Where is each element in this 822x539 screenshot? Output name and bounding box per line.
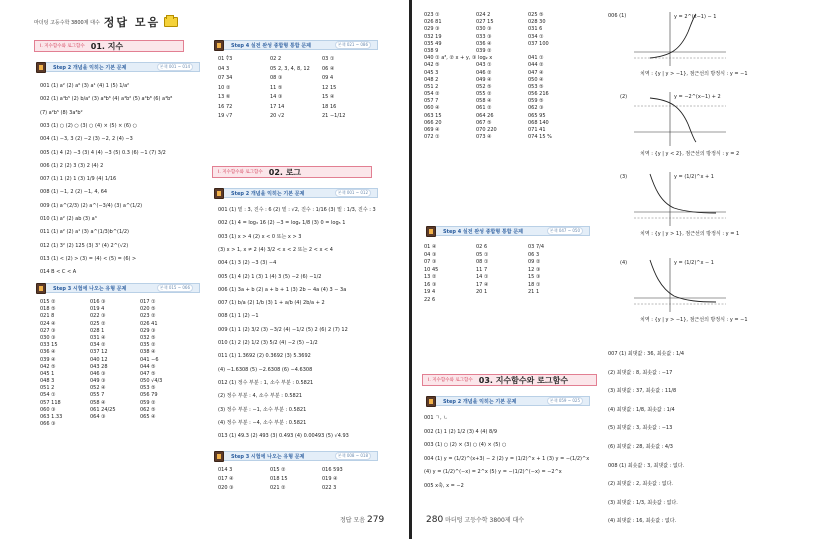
answer-cell: 038 ④ xyxy=(140,349,156,356)
answer-cell: 064 ③ xyxy=(90,414,106,420)
answer-cell xyxy=(476,55,528,61)
graph-item-number: 006 (1) xyxy=(608,13,627,19)
step3b-banner xyxy=(218,451,378,461)
answer-cell: 028 30 xyxy=(528,19,546,26)
answer-line: 002 (1) 1 (2) 1/2 (3) 4 (4) 8/9 xyxy=(424,428,498,435)
answer-line: 013 (1) 49.3 (2) 493 (3) 0.493 (4) 0.00493 (5) √4.93 xyxy=(218,433,349,440)
step-range: 본책 008 ~ 018 xyxy=(335,452,371,460)
answer-cell: 020 ③ xyxy=(218,485,234,491)
answer-cell: 035 49 xyxy=(424,40,442,47)
answer-cell: 045 3 xyxy=(424,69,439,76)
answer-cell: 08 ③ xyxy=(270,75,283,81)
answer-cell: 18 16 xyxy=(322,103,337,110)
graph-svg xyxy=(630,258,730,314)
answer-cell: 061 ② xyxy=(476,105,492,112)
answer-cell: 025 ⑤ xyxy=(528,12,544,18)
step-title: Step 2 개념을 익히는 기본 문제 xyxy=(231,190,305,197)
answer-cell: 046 ② xyxy=(476,69,492,76)
answer-cell: 048 2 xyxy=(424,76,439,83)
answer-cell: 07 ③ xyxy=(424,259,437,265)
function-graph xyxy=(630,92,730,148)
answer-line: 004 (1) 3 (2) −3 (3) −4 xyxy=(218,260,277,267)
answer-cell: 037 100 xyxy=(528,40,549,47)
graph-function-label: y = (1/2)^x + 1 xyxy=(674,174,714,180)
answer-line: 009 (1) a^(2/3) (2) a^(−3/4) (3) a^(1/2) xyxy=(40,202,143,209)
answer-cell: 041 ① xyxy=(528,55,544,62)
header-title: 정답 모음 xyxy=(103,16,161,29)
answer-cell: 047 ④ xyxy=(528,69,544,76)
answer-cell: 022 ③ xyxy=(90,313,106,320)
answer-cell: 065 95 xyxy=(528,112,546,119)
graph-curve xyxy=(650,260,716,302)
step-title: Step 3 시험에 나오는 유형 문제 xyxy=(53,285,127,292)
answer-cell: 02 6 xyxy=(476,244,488,250)
answer-cell: 023 ② xyxy=(140,313,156,320)
page-number: 280 xyxy=(426,515,444,525)
answer-line: 002 (1) a⁴b⁵ (2) b/a² (3) a⁸b⁶ (4) a⁴b² (5) a⁴b⁸ (6) a⁴b⁸ xyxy=(40,96,173,103)
step-range: 본책 047 ~ 050 xyxy=(547,227,583,235)
answer-cell: 046 ③ xyxy=(90,370,106,377)
answer-cell: 025 ② xyxy=(90,320,106,327)
answer-cell: 018 ⑤ xyxy=(40,306,56,313)
answer-line: 008 (1) 최솟값 : 3, 최댓값 : 없다. xyxy=(608,462,685,469)
answer-cell: 017 ④ xyxy=(218,476,234,482)
answer-cell: 056 79 xyxy=(140,392,158,399)
step-title: Step 2 개념을 익히는 기본 문제 xyxy=(53,64,127,71)
answer-line: 008 (1) 1 (2) −1 xyxy=(218,313,259,320)
answer-cell: 19 √7 xyxy=(218,113,233,119)
footer-label: 마더텅 고등수학 3800제 대수 xyxy=(445,517,525,524)
book-icon xyxy=(214,40,224,51)
answer-cell: 05 ① xyxy=(476,251,489,258)
step-range: 본책 059 ~ 025 xyxy=(547,397,583,405)
answer-cell: 033 15 xyxy=(40,342,58,349)
answer-cell: 054 ① xyxy=(40,392,56,399)
answer-cell: 022 3 xyxy=(322,485,337,491)
step-range: 본책 001 ~ 014 xyxy=(157,63,193,71)
graph-function-label: y = (1/2)^x − 1 xyxy=(674,260,714,266)
answer-cell: 21 −1/12 xyxy=(322,113,346,119)
answer-cell: 053 ⑤ xyxy=(140,385,156,392)
answer-cell: 024 2 xyxy=(476,12,491,18)
answer-line: 007 (1) 최댓값 : 36, 최솟값 : 1/4 xyxy=(608,351,685,357)
answer-cell: 13 ⑥ xyxy=(218,94,231,100)
answer-cell: 071 41 xyxy=(528,127,546,133)
answer-cell: 035 ② xyxy=(140,342,156,349)
book-icon xyxy=(214,188,224,199)
function-graph xyxy=(630,12,730,68)
answer-cell: 021 ② xyxy=(270,485,286,491)
answer-cell: 10 45 xyxy=(424,266,439,273)
answer-line: 003 (1) x > 4 (2) x < 0 또는 x > 3 xyxy=(218,233,302,240)
answer-cell: 056 216 xyxy=(528,91,549,98)
answer-line: 012 (1) 3² (2) 125 (3) 3⁷ (4) 2^(√2) xyxy=(40,242,129,249)
step2-banner xyxy=(40,62,200,72)
answer-cell: 063 15 xyxy=(424,112,442,119)
page-header xyxy=(34,14,178,30)
answer-cell: 050 √4/3 xyxy=(140,378,163,385)
step4b-banner xyxy=(430,226,590,236)
answer-cell: 09 ② xyxy=(528,259,541,265)
answer-cell: 06 3 xyxy=(528,251,540,258)
answer-cell: 04 3 xyxy=(218,65,230,72)
book-icon xyxy=(426,226,436,237)
answers-log-final xyxy=(424,244,580,303)
chapter-banner-log xyxy=(212,166,372,178)
answer-line: 011 (1) a² (2) a¹ (3) a^(1/3)b^(1/2) xyxy=(40,229,129,236)
answer-cell: 14 ① xyxy=(476,274,489,280)
answer-cell: 021 8 xyxy=(40,313,55,320)
answer-cell: 044 ⑤ xyxy=(140,363,156,370)
answer-cell: 060 ④ xyxy=(424,105,440,112)
footer-right xyxy=(426,515,524,525)
graph-function-label: y = 2^(x−1) − 1 xyxy=(674,14,717,20)
answer-cell: 01 ④ xyxy=(424,244,437,250)
answer-cell: 07 34 xyxy=(218,75,233,81)
answer-cell: 065 ④ xyxy=(140,414,156,420)
answer-cell: 03 ① xyxy=(322,56,335,62)
book-icon xyxy=(36,62,46,73)
answer-cell: 060 ③ xyxy=(40,406,56,413)
answer-cell: 068 140 xyxy=(528,119,549,126)
answer-line: (5) 최댓값 : 3, 최솟값 : −13 xyxy=(608,425,673,432)
answer-cell: 042 ⑤ xyxy=(424,62,440,69)
answer-cell: 15 ④ xyxy=(322,94,335,100)
answer-cell: 051 2 xyxy=(424,83,439,90)
step-title: Step 3 시험에 나오는 유형 문제 xyxy=(231,453,305,460)
answer-cell: 027 ③ xyxy=(40,327,56,334)
answer-cell xyxy=(528,48,580,54)
answers-log-type xyxy=(218,467,374,491)
answer-cell: 15 ③ xyxy=(528,274,541,280)
answer-line: (3) 최댓값 : 37, 최솟값 : 11/8 xyxy=(608,388,677,395)
answer-line: 013 (1) < (2) > (3) = (4) < (5) = (6) > xyxy=(40,255,137,262)
answer-cell: 070 220 xyxy=(476,127,497,133)
answer-line: 001 (1) 밑 : 3, 진수 : 6 (2) 밑 : √2, 진수 : 1/16 (3) 밑 : 1/3, 진수 : 3 xyxy=(218,207,376,213)
answer-cell: 11 7 xyxy=(476,266,488,273)
chapter-title: 01. 지수 xyxy=(90,41,124,51)
answer-cell: 11 ⑤ xyxy=(270,84,283,91)
answer-cell: 048 3 xyxy=(40,378,55,385)
answer-cell: 019 4 xyxy=(90,306,105,313)
step-range: 본책 015 ~ 066 xyxy=(157,284,193,292)
step-range: 본책 021 ~ 086 xyxy=(335,41,371,49)
page-number: 279 xyxy=(367,515,385,525)
answer-line: 006 (1) 2 (2) 3 (3) 2 (4) 2 xyxy=(40,162,104,169)
answer-cell: 066 20 xyxy=(424,119,442,126)
answer-line: 011 (1) 1.3692 (2) 0.3692 (3) 5.3692 xyxy=(218,353,311,360)
answer-cell: 016 593 xyxy=(322,467,343,473)
answer-cell: 030 ③ xyxy=(476,26,492,33)
step2b-banner xyxy=(218,188,378,198)
answer-cell: 031 ④ xyxy=(90,334,106,341)
answer-cell: 029 ③ xyxy=(424,26,440,33)
answer-line: 006 (1) 3a + b (2) a + b + 1 (3) 2b − 4a (4) 3 − 3a xyxy=(218,286,347,293)
step-title: Step 4 실전 완성 종합형 통합 문제 xyxy=(443,228,524,235)
answer-cell: 051 2 xyxy=(40,385,55,392)
answer-cell: 027 15 xyxy=(476,19,494,26)
graph-svg xyxy=(630,12,730,68)
answer-cell: 050 ④ xyxy=(528,76,544,83)
answer-line: (3) 최댓값 : 1/3, 최솟값 : 없다. xyxy=(608,499,678,506)
answer-cell: 039 ② xyxy=(476,47,492,54)
step-title: Step 2 개념을 익히는 기본 문제 xyxy=(443,398,517,405)
answer-line: 010 (1) 2 (2) 1/2 (3) 5/2 (4) −2 (5) −1/2 xyxy=(218,340,318,346)
answer-line: (7) a²b⁵ (8) 3a³b² xyxy=(40,109,83,116)
answer-cell: 20 1 xyxy=(476,289,488,295)
answer-cell: 12 15 xyxy=(322,84,337,91)
answer-cell: 16 72 xyxy=(218,103,233,110)
answer-cell: 08 ① xyxy=(476,259,489,265)
answer-cell: 036 ④ xyxy=(476,40,492,47)
graph-note: 치역 : {y | y > −1}, 점근선의 방정식 : y = −1 xyxy=(640,71,748,77)
answer-cell: 026 81 xyxy=(424,19,442,26)
chapter-small-label: I. 지수함수와 로그함수 xyxy=(218,170,263,175)
step2c-banner xyxy=(430,396,590,406)
answer-line: 004 (1) −3, 3 (2) −2 (3) −2, 2 (4) −3 xyxy=(40,136,133,143)
answer-cell: 034 ① xyxy=(528,33,544,40)
answer-cell: 059 ⑤ xyxy=(528,98,544,105)
answers-exponent-final xyxy=(218,56,374,119)
chapter-title: 02. 로그 xyxy=(268,167,302,177)
chapter-banner-exponent xyxy=(34,40,184,52)
answer-cell: 014 3 xyxy=(218,467,233,473)
answer-cell: 040 12 xyxy=(90,356,108,363)
answer-line: 007 (1) b/a (2) 1/b (3) 1 + a/b (4) 2b/a + 2 xyxy=(218,300,325,307)
book-icon xyxy=(214,451,224,462)
answer-line: (4) 최댓값 : 1/8, 최솟값 : 1/4 xyxy=(608,406,675,413)
answer-cell: 17 14 xyxy=(270,103,285,110)
answer-cell: 057 7 xyxy=(424,98,439,105)
answer-cell: 042 ⑤ xyxy=(40,363,56,370)
function-graph xyxy=(630,172,730,228)
chapter-small-label: I. 지수함수와 로그함수 xyxy=(428,378,473,383)
answer-line: (6) 최댓값 : 28, 최솟값 : 4/3 xyxy=(608,444,673,450)
book-icon xyxy=(426,396,436,407)
answer-cell: 019 ④ xyxy=(322,476,338,482)
answer-cell: 052 ④ xyxy=(90,385,106,392)
answer-cell: 01 ∜3 xyxy=(218,56,233,62)
graph-note: 치역 : {y | y > −1}, 점근선의 방정식 : y = −1 xyxy=(640,317,748,323)
graph-svg xyxy=(630,172,730,228)
answer-line: (4) −1.6308 (5) −2.6308 (6) −4.6308 xyxy=(218,366,313,373)
answer-cell: 023 ① xyxy=(424,12,440,18)
answer-line: 002 (1) 4 = log₃ 16 (2) −3 = log₂ 1/8 (3) 0 = log₅ 1 xyxy=(218,220,346,227)
answer-cell: 039 ④ xyxy=(40,356,56,363)
graph-function-label: y = −2^(x−1) + 2 xyxy=(674,94,721,100)
answer-line: 012 (1) 정수 부분 : 1, 소수 부분 : 0.5821 xyxy=(218,379,314,386)
answer-cell: 017 ① xyxy=(140,299,156,305)
answer-cell: 058 ④ xyxy=(90,399,106,406)
answer-cell: 038 9 xyxy=(424,47,439,54)
answer-line: (4) 정수 부분 : −4, 소수 부분 : 0.5821 xyxy=(218,419,307,426)
answer-cell: 067 ⑤ xyxy=(476,119,492,126)
answers-exponent-type xyxy=(40,299,190,427)
answer-cell: 12 ③ xyxy=(528,266,541,273)
answer-line: (2) 최댓값 : 2, 최솟값 : 없다. xyxy=(608,481,673,488)
answer-line: (4) y = (1/2)^(−x) = 2^x (5) y = −(1/2)^(−x) = −2^x xyxy=(424,469,562,475)
answer-cell: 030 ③ xyxy=(40,334,56,341)
answer-cell: 043 ① xyxy=(476,62,492,69)
answer-cell: 032 19 xyxy=(424,33,442,40)
graph-sub-label: (4) xyxy=(620,260,628,266)
answer-line: 010 (1) a² (2) ab (3) a³ xyxy=(40,216,97,222)
chapter-banner-exp-log-func xyxy=(422,374,597,386)
answer-cell: 09 4 xyxy=(322,75,334,81)
chapter-title: 03. 지수함수와 로그함수 xyxy=(478,375,569,385)
answer-cell: 044 ② xyxy=(528,62,544,69)
graph-note: 치역 : {y | y < 2}, 점근선의 방정식 : y = 2 xyxy=(640,151,740,157)
answer-cell: 049 ④ xyxy=(476,76,492,83)
answer-cell: 05 2, 3, 4, 8, 12 xyxy=(270,65,310,72)
answer-cell: 029 ③ xyxy=(140,327,156,334)
answer-cell: 062 ⑤ xyxy=(140,406,156,413)
answer-cell: 03 7/4 xyxy=(528,244,544,250)
answer-cell: 04 ③ xyxy=(424,251,437,258)
answer-cell: 18 ① xyxy=(528,281,541,288)
answer-line: (3) x > 1, x ≠ 2 (4) 3/2 < x < 2 또는 2 < x < 4 xyxy=(218,246,333,253)
answer-cell: 072 ① xyxy=(424,134,440,141)
graph-svg xyxy=(630,92,730,148)
answer-cell: 02 2 xyxy=(270,56,282,62)
answer-cell: 063 1.33 xyxy=(40,414,63,420)
answer-cell: 069 ④ xyxy=(424,127,440,133)
answer-line: 014 B < C < A xyxy=(40,269,77,276)
answer-cell: 015 ② xyxy=(40,299,56,305)
answer-line: 001 (1) a² (2) a⁶ (3) a¹ (4) 1 (5) 1/a² xyxy=(40,83,130,89)
answer-cell: 018 15 xyxy=(270,476,288,482)
answer-line: 008 (1) −1, 2 (2) −1, 4, 64 xyxy=(40,189,108,196)
answer-cell: 073 ④ xyxy=(476,134,492,141)
answer-cell: 028 1 xyxy=(90,327,105,334)
answer-line: (2) 최댓값 : 8, 최솟값 : −17 xyxy=(608,369,673,376)
answers-log-type-cont xyxy=(424,12,580,140)
answer-cell: 13 ② xyxy=(424,274,437,280)
step-range: 본책 001 ~ 012 xyxy=(335,189,371,197)
answer-cell: 020 ⑤ xyxy=(140,306,156,313)
answer-cell: 053 ⑤ xyxy=(528,83,544,90)
answer-cell: 043 28 xyxy=(90,363,108,370)
answer-cell: 16 ③ xyxy=(424,281,437,288)
answer-cell: 034 ② xyxy=(90,342,106,349)
right-page xyxy=(412,0,822,539)
answer-line: (4) 최댓값 : 16, 최솟값 : 없다. xyxy=(608,518,677,525)
answer-cell: 061 24/25 xyxy=(90,406,116,413)
answer-cell: 057 118 xyxy=(40,399,61,406)
answer-cell: 14 ③ xyxy=(270,94,283,100)
footer-left xyxy=(340,515,384,525)
answer-cell: 045 1 xyxy=(40,370,55,377)
answer-cell: 055 ② xyxy=(476,91,492,98)
answer-cell xyxy=(476,297,528,303)
answer-cell: 21 1 xyxy=(528,289,540,295)
answer-cell: 06 ④ xyxy=(322,65,335,72)
graph-sub-label: (3) xyxy=(620,174,628,180)
answer-cell: 064 26 xyxy=(476,112,494,119)
answer-cell: 054 ② xyxy=(424,91,440,98)
answer-cell: 016 ③ xyxy=(90,299,106,305)
chapter-small-label: I. 지수함수와 로그함수 xyxy=(40,44,85,49)
answer-cell: 10 ② xyxy=(218,84,231,91)
answer-cell: 036 ④ xyxy=(40,349,56,356)
step3-banner xyxy=(40,283,200,293)
answer-cell: 058 ④ xyxy=(476,98,492,105)
answer-cell: 19 4 xyxy=(424,289,436,295)
function-graph xyxy=(630,258,730,314)
graph-note: 치역 : {y | y > 1}, 점근선의 방정식 : y = 1 xyxy=(640,231,740,237)
answer-cell: 066 ③ xyxy=(40,421,56,428)
answer-cell: 052 ⑤ xyxy=(476,83,492,90)
answer-cell: 033 ③ xyxy=(476,33,492,40)
answer-line: 005 x축, x = −2 xyxy=(424,482,464,489)
answer-cell: 049 ③ xyxy=(90,378,106,385)
answer-cell: 032 ⑤ xyxy=(140,334,156,341)
footer-label: 정답 모음 xyxy=(340,517,366,524)
answer-cell: 037 12 xyxy=(90,349,108,356)
answer-cell: 031 6 xyxy=(528,26,543,33)
graph-curve xyxy=(650,14,696,58)
answer-line: 009 (1) 1 (2) 3/2 (3) −3/2 (4) −1/2 (5) 2 (6) 2 (7) 12 xyxy=(218,326,348,333)
answer-line: 001 ㄱ, ㄴ xyxy=(424,415,448,421)
step-title: Step 4 실전 완성 종합형 통합 문제 xyxy=(231,42,312,49)
answer-cell: 059 ② xyxy=(140,399,156,406)
answer-line: (2) 정수 부분 : 4, 소수 부분 : 0.5821 xyxy=(218,393,303,400)
answer-cell: 062 ③ xyxy=(528,105,544,112)
book-icon xyxy=(36,283,46,294)
left-page xyxy=(0,0,410,539)
answer-cell: 040 ① a³, ② x + y, ③ log₂ x xyxy=(424,55,493,62)
answer-cell: 024 ④ xyxy=(40,320,56,327)
answer-cell: 055 7 xyxy=(90,392,105,399)
answer-cell: 026 41 xyxy=(140,320,158,327)
answer-line: 007 (1) 1 (2) 1 (3) 1/9 (4) 1/16 xyxy=(40,176,117,183)
answer-cell: 22 6 xyxy=(424,296,436,303)
answer-line: 005 (1) 4 (2) −3 (3) 4 (4) −3 (5) 0.3 (6) −1 (7) 3/2 xyxy=(40,149,166,156)
header-subtitle: 마더텅 고등수학 3800제 대수 xyxy=(34,19,100,26)
answer-line: 005 (1) 4 (2) 1 (3) 1 (4) 3 (5) −2 (6) −1/2 xyxy=(218,273,322,280)
answer-line: 004 (1) y = (1/2)^(x+3) − 2 (2) y = (1/2)^x + 1 (3) y = −(1/2)^x xyxy=(424,455,590,462)
graph-sub-label: (2) xyxy=(620,94,628,100)
answer-cell: 041 −6 xyxy=(140,356,159,363)
answer-cell: 015 ② xyxy=(270,467,286,473)
answer-cell: 047 ⑤ xyxy=(140,370,156,377)
folder-icon xyxy=(164,17,178,27)
step4-banner xyxy=(218,40,378,50)
answer-cell: 17 ④ xyxy=(476,281,489,288)
answer-cell: 20 √2 xyxy=(270,113,285,119)
answer-line: 003 (1) ○ (2) ○ (3) ○ (4) × (5) × (6) ○ xyxy=(40,122,137,129)
answer-line: (3) 정수 부분 : −1, 소수 부분 : 0.5821 xyxy=(218,406,307,413)
answer-line: 003 (1) ○ (2) × (3) ○ (4) × (5) ○ xyxy=(424,442,507,448)
graph-curve xyxy=(650,98,696,142)
answer-cell: 074 15 % xyxy=(528,134,552,141)
